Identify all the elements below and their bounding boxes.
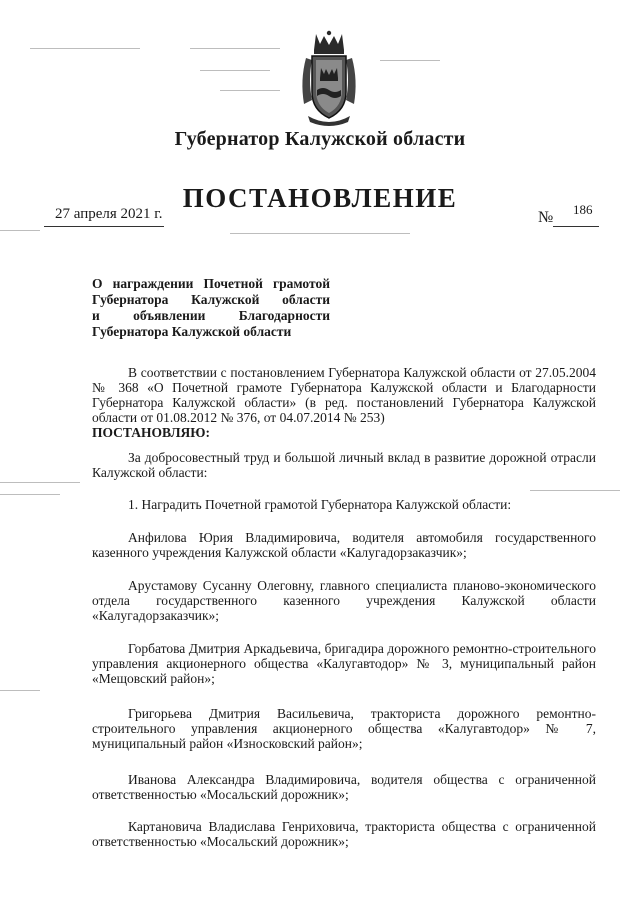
award-reason: За добросовестный труд и большой личный вклад в развитие дорожной отрасли Калужской области: xyxy=(92,450,596,480)
document-number-label: № xyxy=(538,209,554,226)
awardee-item: Анфилова Юрия Владимировича, водителя автомобиля государственного казенного учреждения Калужской области «Калугадорзаказчик»; xyxy=(92,530,596,560)
decree-word: ПОСТАНОВЛЯЮ: xyxy=(92,425,210,440)
subject-line: Губернатора Калужской области xyxy=(92,292,330,307)
preamble-text: В соответствии с постановлением Губернатора Калужской области от 27.05.2004 № 368 «О Почетной грамоте Губернатора Калужской области и Благодарности Губернатора Калужской области» (в ред. постановлений Губернатора Калужской области от 01.08.2012 № 376, от 04.07.2014 № 253) xyxy=(92,365,596,425)
document-date: 27 апреля 2021 г. xyxy=(55,206,163,222)
awardee-item: Горбатова Дмитрия Аркадьевича, бригадира дорожного ремонтно-строительного управления акционерного общества «Калугавтодор» № 3, муниципальный район «Мещовский район»; xyxy=(92,641,596,686)
date-underline xyxy=(44,226,164,227)
document-type-title: ПОСТАНОВЛЕНИЕ xyxy=(182,183,458,213)
number-underline xyxy=(553,226,599,227)
point-1: 1. Наградить Почетной грамотой Губернатора Калужской области: xyxy=(128,497,512,512)
kaluga-coat-of-arms-icon xyxy=(298,30,360,126)
issuing-authority: Губернатор Калужской области xyxy=(174,128,466,150)
awardee-item: Арустамову Сусанну Олеговну, главного специалиста планово-экономического отдела государственного казенного учреждения Калужской области «Калугадорзаказчик»; xyxy=(92,578,596,623)
awardee-item: Иванова Александра Владимировича, водителя общества с ограниченной ответственностью «Мосальский дорожник»; xyxy=(92,772,596,802)
document-subject xyxy=(92,276,330,340)
subject-line: и объявлении Благодарности xyxy=(92,308,330,323)
awardee-item: Картановича Владислава Генриховича, тракториста общества с ограниченной ответственностью «Мосальский дорожник»; xyxy=(92,819,596,849)
preamble xyxy=(92,365,596,440)
subject-line: Губернатора Калужской области xyxy=(92,324,292,339)
subject-line: О награждении Почетной грамотой xyxy=(92,276,330,291)
document-number: 186 xyxy=(573,202,593,217)
awardee-item: Григорьева Дмитрия Васильевича, тракториста дорожного ремонтно-строительного управления акционерного общества «Калугавтодор» № 7, муниципальный район «Износковский район»; xyxy=(92,706,596,751)
